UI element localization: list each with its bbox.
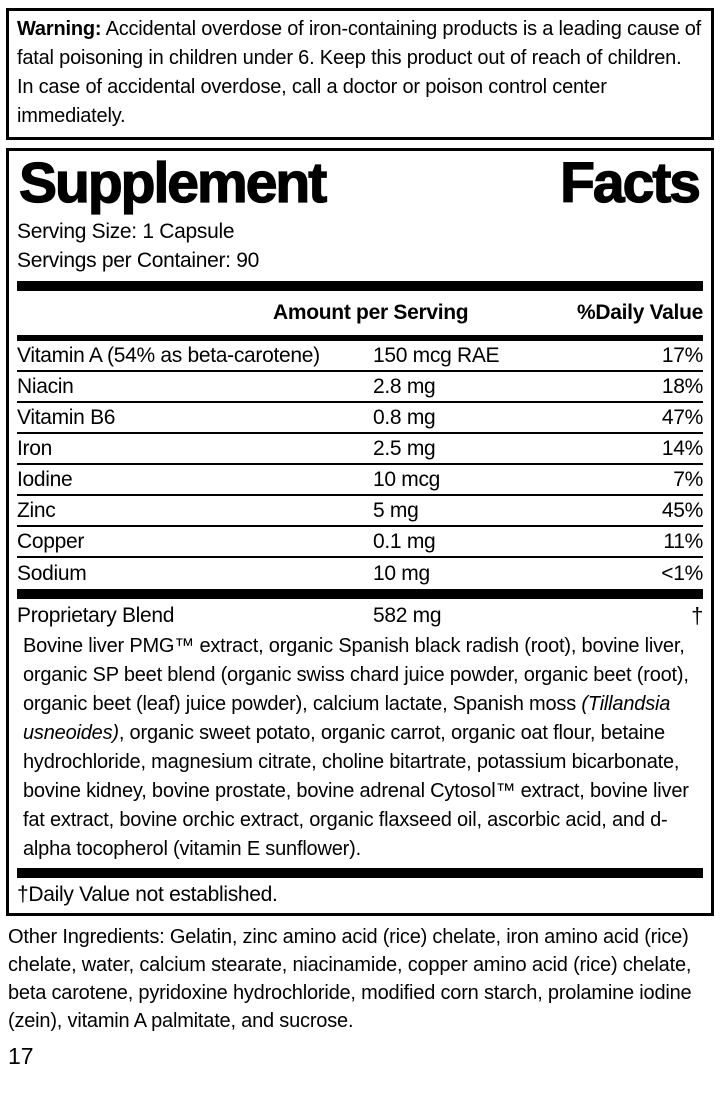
blend-description-latin-name: (Tillandsia usneoides) (23, 693, 671, 745)
nutrient-name: Copper (17, 529, 85, 553)
nutrient-daily-value: 47% (661, 405, 703, 429)
serving-info (17, 217, 703, 275)
dagger-symbol: † (691, 602, 703, 628)
blend-amount: 582 mg (373, 603, 442, 627)
table-header-row (17, 291, 703, 335)
nutrient-name: Niacin (17, 374, 74, 398)
divider-bar-blend (17, 589, 703, 599)
nutrient-amount: 2.5 mg (373, 436, 436, 460)
supplement-facts-panel (6, 148, 714, 916)
blend-description-text-cont: , organic sweet potato, organic carrot, organic oat flour, betaine hydrochloride, magnesium citrate, choline bitartrate, potassium bicarbonate, bovine kidney, bovine prostate, bovine adrenal Cytosol™ extract, bovine liver fat extract, bovine orchic extract, organic flaxseed oil, ascorbic acid, and d-alpha tocopherol (vitamin E sunflower). (23, 722, 689, 861)
nutrient-amount: 0.8 mg (373, 405, 436, 429)
nutrient-amount: 0.1 mg (373, 529, 436, 553)
nutrient-name: Iodine (17, 467, 73, 491)
nutrient-amount: 5 mg (373, 498, 419, 522)
nutrient-daily-value: 18% (661, 374, 703, 398)
nutrient-name: Sodium (17, 561, 87, 585)
nutrient-daily-value: 7% (673, 467, 703, 491)
divider-bar-top (17, 281, 703, 291)
blend-name: Proprietary Blend (17, 603, 175, 627)
nutrient-name: Vitamin A (54% as beta-carotene) (17, 343, 320, 367)
panel-title (17, 153, 703, 217)
divider-bar-footnote (17, 868, 703, 878)
nutrient-amount: 10 mcg (373, 467, 441, 491)
blend-description (17, 632, 703, 868)
nutrient-name: Iron (17, 436, 52, 460)
table-row-iodine (17, 465, 703, 496)
nutrient-daily-value: 11% (663, 529, 703, 553)
warning-box (6, 8, 714, 140)
warning-text: Accidental overdose of iron-containing products is a leading cause of fatal poisoning in children under 6. Keep this product out of reach of children. In case of accidental overdose, call a doctor or poison control center immediately. (17, 18, 702, 127)
table-row-sodium (17, 558, 703, 589)
title-word-facts: Facts (560, 151, 699, 215)
nutrient-daily-value: 14% (661, 436, 703, 460)
nutrient-amount: 10 mg (373, 561, 430, 585)
table-row-zinc (17, 496, 703, 527)
title-word-supplement: Supplement (19, 151, 326, 215)
page-number: 17 (8, 1043, 34, 1070)
column-header-daily-value: %Daily Value (577, 301, 703, 325)
servings-per-container: Servings per Container: 90 (17, 249, 260, 273)
blend-description-text: Bovine liver PMG™ extract, organic Spanish black radish (root), bovine liver, organic SP beet blend (organic swiss chard juice powder, organic beet (root), organic beet (leaf) juice powder), calcium lactate, Spanish moss (23, 635, 689, 716)
footnote-daily-value: †Daily Value not established. (17, 883, 278, 907)
nutrient-name: Zinc (17, 498, 56, 522)
nutrient-daily-value: 45% (661, 498, 703, 522)
nutrient-amount: 2.8 mg (373, 374, 436, 398)
table-row-niacin (17, 372, 703, 403)
nutrient-daily-value: <1% (661, 561, 703, 585)
serving-size: Serving Size: 1 Capsule (17, 220, 235, 244)
nutrient-daily-value: 17% (661, 343, 703, 367)
nutrient-table (17, 341, 703, 589)
table-row-vitamin-a (17, 341, 703, 372)
nutrient-name: Vitamin B6 (17, 405, 116, 429)
other-ingredients: Other Ingredients: Gelatin, zinc amino acid (rice) chelate, iron amino acid (rice) chelate, water, calcium stearate, niacinamide, copper amino acid (rice) chelate, beta carotene, pyridoxine hydrochloride, modified corn starch, prolamine iodine (zein), vitamin A palmitate, and sucrose. (8, 926, 692, 1033)
proprietary-blend-row (17, 599, 703, 632)
nutrient-amount: 150 mcg RAE (373, 343, 500, 367)
warning-label: Warning: (17, 18, 102, 40)
table-row-iron (17, 434, 703, 465)
table-row-copper (17, 527, 703, 558)
column-header-amount: Amount per Serving (273, 301, 469, 325)
table-row-vitamin-b6 (17, 403, 703, 434)
